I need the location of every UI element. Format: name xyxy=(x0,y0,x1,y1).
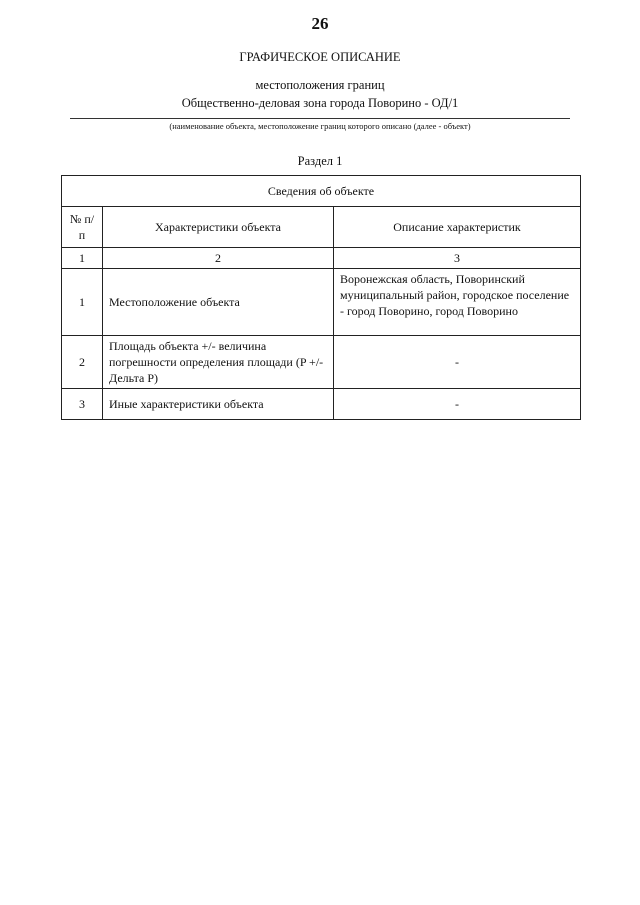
header-number: № п/п xyxy=(62,207,103,248)
header-description: Описание характеристик xyxy=(334,207,581,248)
row-description: - xyxy=(334,336,581,389)
header-characteristic: Характеристики объекта xyxy=(103,207,334,248)
object-caption: (наименование объекта, местоположение границ которого описано (далее - объект) xyxy=(169,121,471,131)
table-row xyxy=(62,269,581,336)
document-subtitle-line2: Общественно-деловая зона города Поворино - ОД/1 xyxy=(181,96,459,110)
column-number: 1 xyxy=(62,248,103,269)
row-characteristic: Местоположение объекта xyxy=(103,269,334,336)
table-header-row xyxy=(62,207,581,248)
column-number-row xyxy=(62,248,581,269)
column-number: 3 xyxy=(334,248,581,269)
row-number: 3 xyxy=(62,389,103,420)
column-number: 2 xyxy=(103,248,334,269)
row-characteristic: Площадь объекта +/- величина погрешности определения площади (P +/- Дельта P) xyxy=(103,336,334,389)
row-description: - xyxy=(334,389,581,420)
row-characteristic: Иные характеристики объекта xyxy=(103,389,334,420)
document-subtitle-line1: местоположения границ xyxy=(255,78,385,92)
divider-rule xyxy=(70,118,570,119)
table-title-row xyxy=(62,176,581,207)
object-info-table xyxy=(61,175,581,420)
table-row xyxy=(62,336,581,389)
row-description: Воронежская область, Поворинский муниципальный район, городское поселение - город Поворино, город Поворино xyxy=(334,269,581,336)
page-number: 26 xyxy=(311,14,329,33)
table-row xyxy=(62,389,581,420)
row-number: 1 xyxy=(62,269,103,336)
table-title: Сведения об объекте xyxy=(62,176,581,207)
document-title: ГРАФИЧЕСКОЕ ОПИСАНИЕ xyxy=(239,50,401,64)
row-number: 2 xyxy=(62,336,103,389)
section-heading: Раздел 1 xyxy=(297,154,343,168)
